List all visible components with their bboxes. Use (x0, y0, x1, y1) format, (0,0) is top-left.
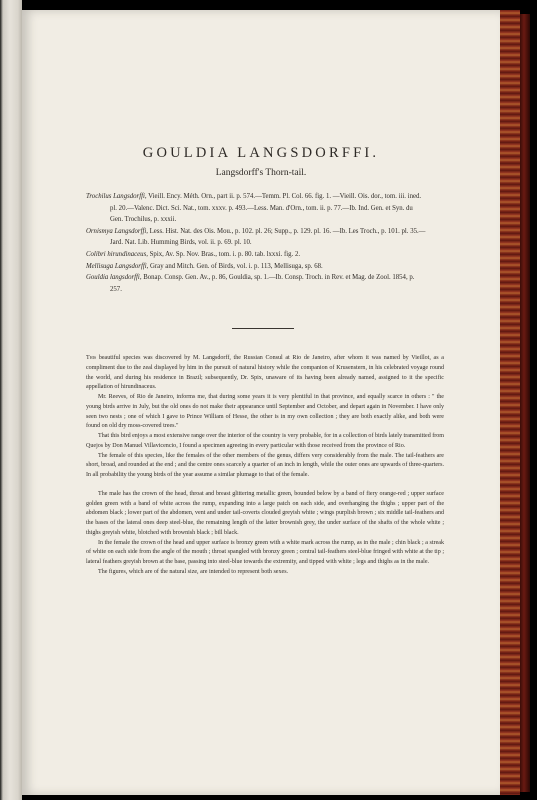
synonym-name: Gouldia langsdorffi, (86, 274, 142, 282)
synonymy-list (86, 191, 426, 295)
marbled-page-edge (500, 10, 520, 795)
synonym-name: Trochilus Langsdorffi, (86, 193, 147, 200)
synonym-name: Colibri hirundinaceus, (86, 250, 148, 258)
body-paragraph: The figures, which are of the natural size, are intended to represent both sexes. (98, 568, 289, 575)
body-text (86, 354, 444, 578)
synonym-entry (86, 249, 426, 261)
synonym-entry (86, 226, 426, 249)
page-subtitle: Langsdorff's Thorn-tail. (215, 168, 307, 178)
synonym-name: Ornismya Langsdorffi, (86, 227, 148, 235)
book-cover-edge (520, 14, 530, 792)
section-divider (232, 328, 294, 329)
body-paragraph: That this bird enjoys a most extensive range over the interior of the country is very probable, for in a collection of birds lately transmitted from Quejos by Don Manuel Villavicencio, I found a specimen agreeing in every particular with those received from the province of Rio. (86, 433, 444, 449)
synonym-reference: Less. Hist. Nat. des Ois. Mou., p. 102. pl. 26; Supp., p. 129. pl. 16. —Ib. Les Troch., p. 101. pl. 35.—Jard. Nat. Lib. Humming Birds, vol. ii. p. 69. pl. 10. (110, 227, 426, 247)
page-title: GOULDIA LANGSDORFFI. (142, 145, 380, 161)
left-page-edge (0, 0, 22, 800)
synonym-reference: Spix, Av. Sp. Nov. Bras., tom. i. p. 80. tab. lxxxi. fig. 2. (147, 250, 301, 258)
synonym-reference: Gray and Mitch. Gen. of Birds, vol. i. p. 113, Mellisuga, sp. 68. (148, 262, 323, 270)
body-paragraph: The male has the crown of the head, throat and breast glittering metallic green, bounded below by a band of fiery orange-red ; upper surface golden green with a band of white across the rump, expanding into a large patch on each side, and overhanging the thighs ; upper part of the abdomen black ; lower part of the abdomen, vent and under tail-coverts clouded greyish white ; wings purplish brown ; six middle tail-feathers and the bases of the lateral ones deep steel-blue, the remaining length of the latter brownish grey, the under surface of the shafts of the whole white ; thighs greyish white, blotched with brownish black ; bill black. (86, 490, 444, 536)
page-content (22, 10, 500, 795)
synonym-reference: Vieill. Ency. Méth. Orn., part ii. p. 574.—Temm. Pl. Col. 66. fig. 1. —Vieill. Ois. dor., tom. iii. ined. pl. 20.—Valenc. Dict. Sci. Nat., tom. xxxv. p. 493.—Less. Man. d'Orn., tom. ii. p. 77.—Ib. Ind. Gen. et Syn. du Gen. Trochilus, p. xxxii. (110, 193, 422, 224)
synonym-name: Mellisuga Langsdorffi, (86, 262, 149, 270)
body-paragraph: In the female the crown of the head and upper surface is bronzy green with a white mark across the rump, as in the male ; chin black ; a streak of white on each side from the angle of the mouth ; throat spangled with bronzy green ; central tail-feathers steel-blue fringed with white at the tip ; lateral feathers greyish brown at the base, passing into steel-blue towards the extremity, and tipped with white ; legs and thighs as in the male. (86, 539, 444, 565)
body-paragraph: The female of this species, like the females of the other members of the genus, differs very considerably from the male. The tail-feathers are short, broad, and rounded at the end ; and the centre ones scarcely a quarter of an inch in length, while the outer ones are upwards of three-quarters. In all probability the young birds of the year assume a similar plumage to that of the female. (86, 452, 444, 478)
synonym-entry (86, 261, 426, 273)
paragraph-text: beautiful species was discovered by M. Langsdorff, the Russian Consul at Rio de Janeiro, after whom it was named by Vieillot, as a compliment due to the zeal displayed by him in the pursuit of natural history while the companion of Krusenstern, in his celebrated voyage round the world, and during his residence in Brazil; subsequently, Dr. Spix, unaware of its having been already named, assigned to it the specific appellation of hirundinaceus. (86, 355, 444, 391)
synonym-entry (86, 191, 426, 226)
drop-word: This (86, 355, 97, 361)
synonym-reference: Bonap. Consp. Gen. Av., p. 86, Gouldia, sp. 1.—Ib. Consp. Troch. in Rev. et Mag. de Zool. 1854, p. 257. (110, 274, 415, 293)
page (22, 10, 500, 795)
body-paragraph (86, 354, 444, 393)
body-paragraph: Mr. Reeves, of Rio de Janeiro, informs me, that during some years it is very plentiful in that province, and equally scarce in others : " the young birds arrive in July, but the old ones do not make their appearance until September and October, and depart again in November. I have only seen two nests ; one of which I gave to Prince William of Hesse, the other is in my own collection ; they are both exactly alike, and both were found on old dry moss-covered trees." (86, 394, 444, 430)
synonym-entry (86, 272, 426, 295)
